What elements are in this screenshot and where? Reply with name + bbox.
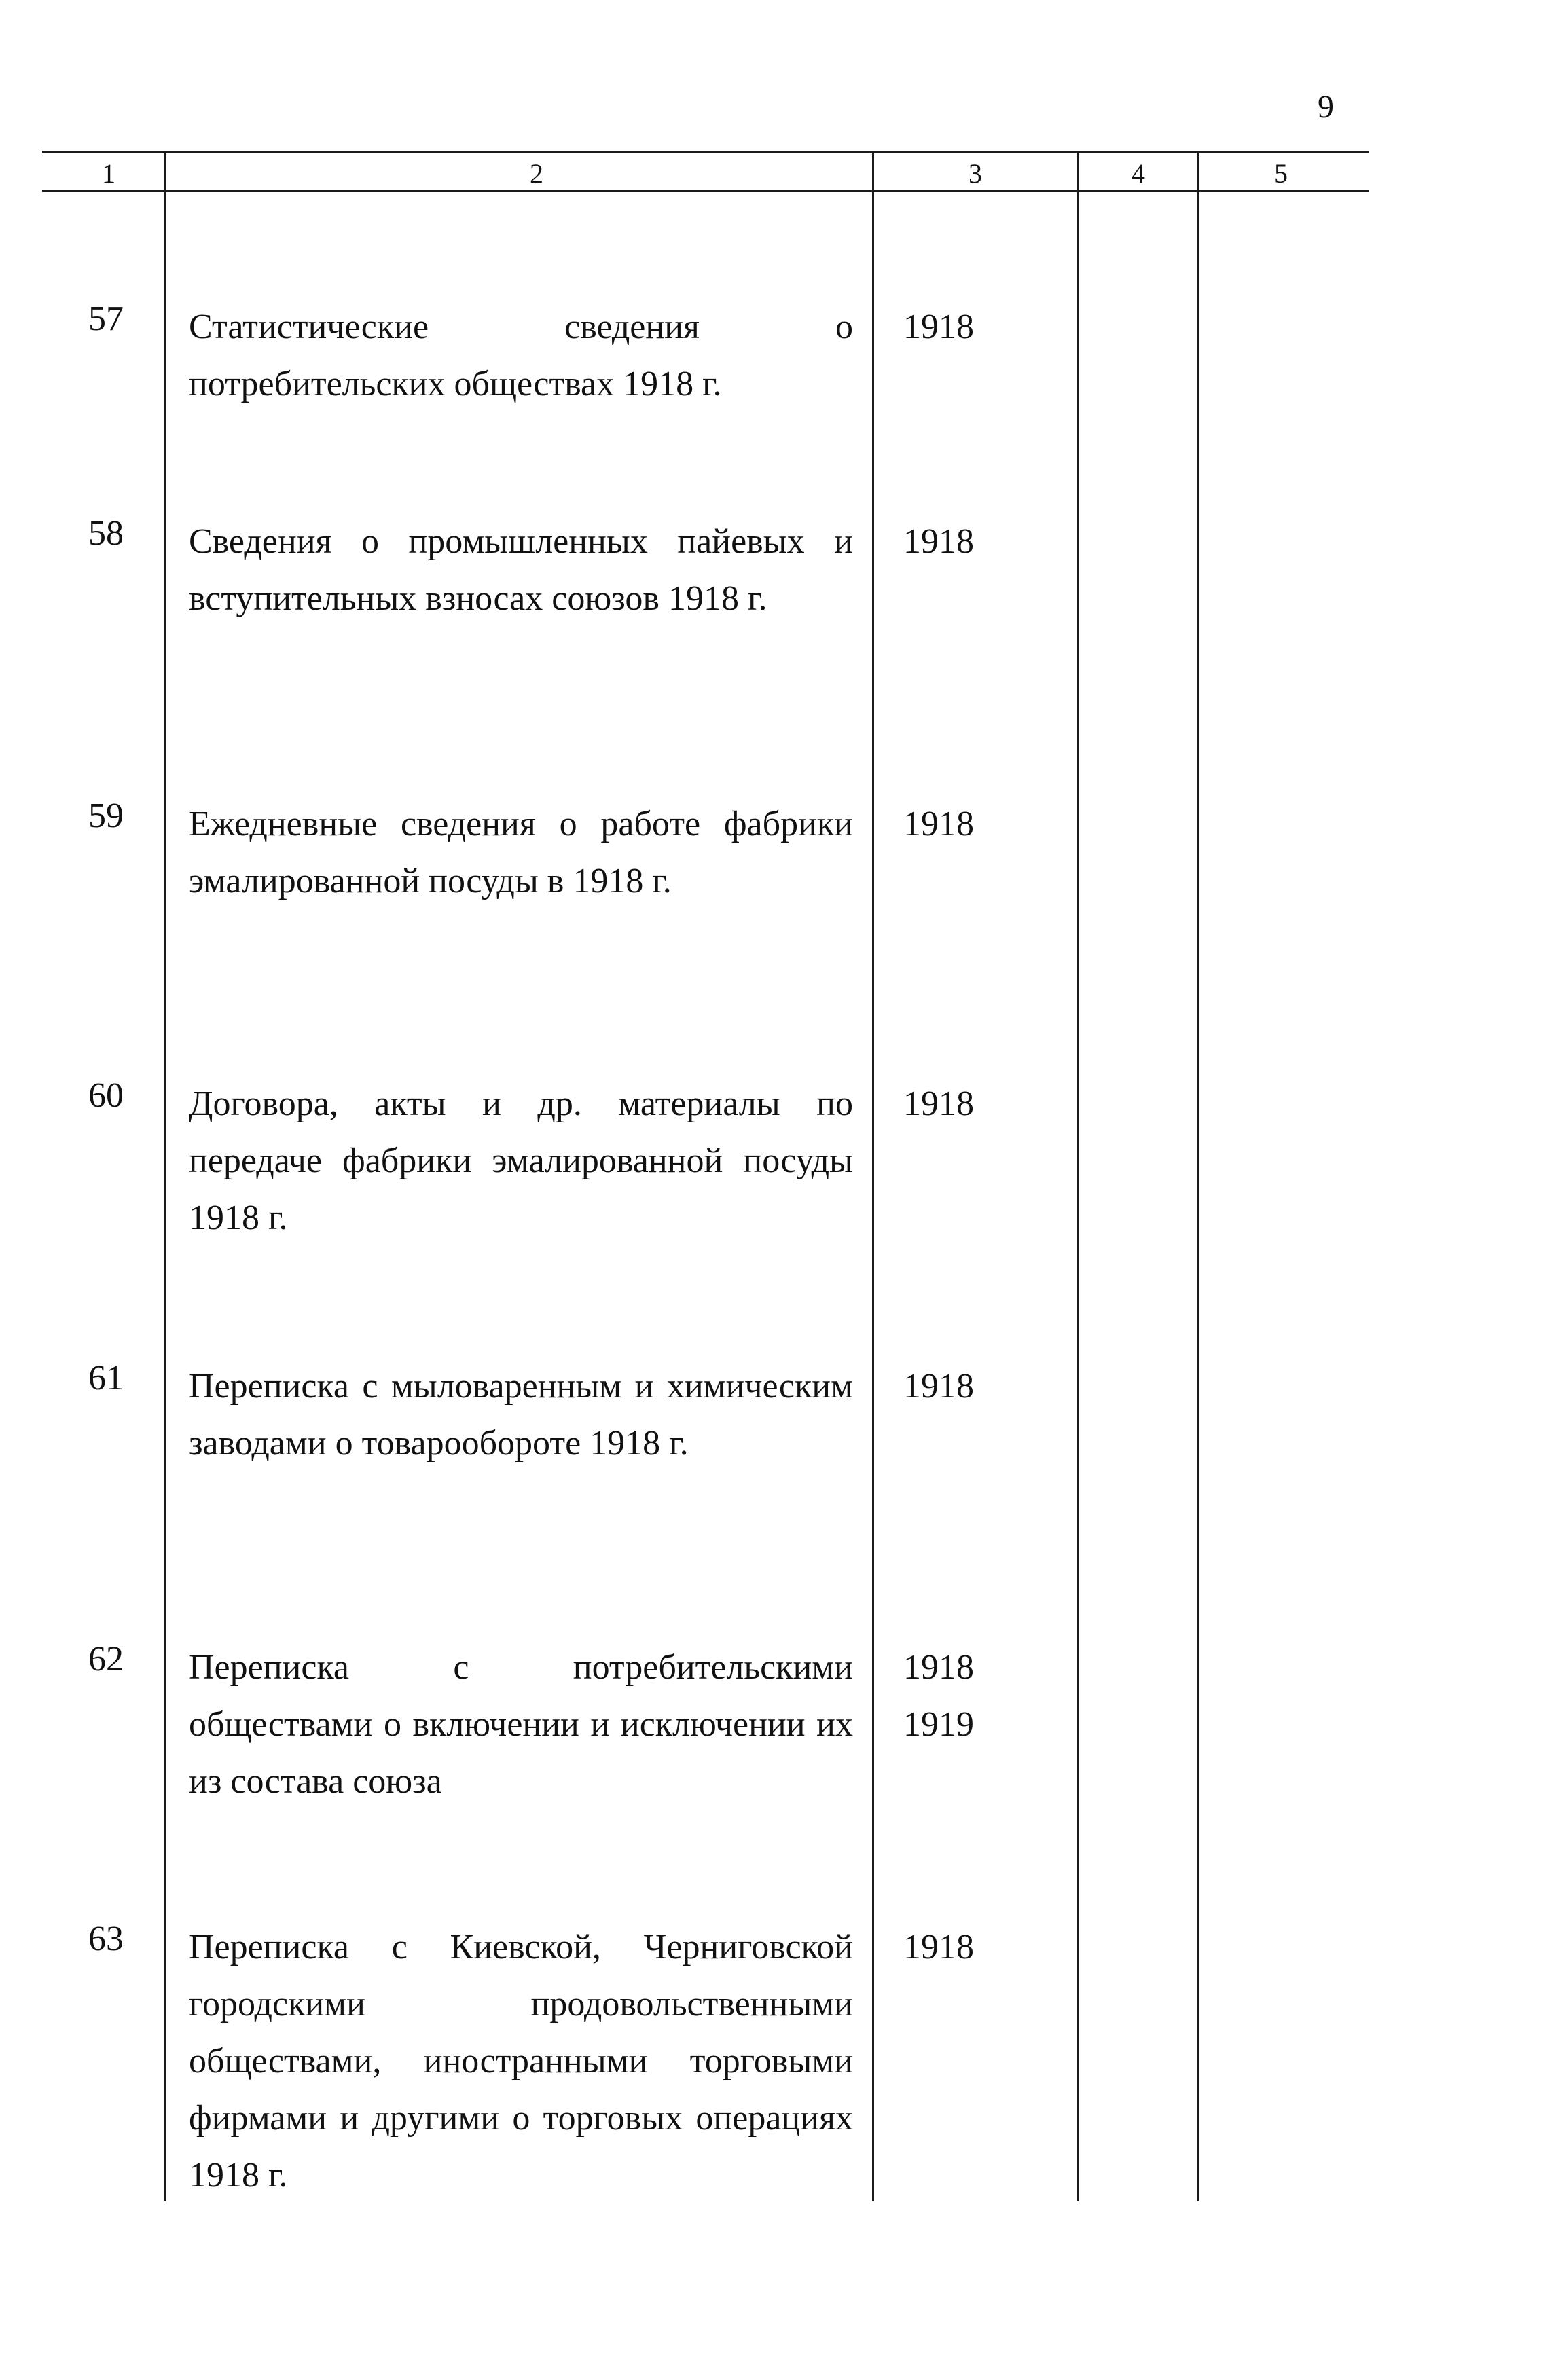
header-bottom-rule bbox=[42, 190, 1369, 192]
row-title: Ежедневные сведения о работе фабрики эмалированной посуды в 1918 г. bbox=[189, 805, 853, 900]
row-title: Переписка с Киевской, Черниговской городскими продовольственными обществами, иностранными торговыми фирмами и другими о торговых операциях 1918 г. bbox=[189, 1928, 853, 2195]
column-header-4: 4 bbox=[1132, 158, 1145, 189]
row-dates: 1918 bbox=[903, 1367, 974, 1406]
row-dates: 1918 bbox=[903, 522, 974, 561]
row-title: Договора, акты и др. материалы по передаче фабрики эмалированной посуды 1918 г. bbox=[189, 1084, 853, 1237]
row-title: Статистические сведения о потребительских обществах 1918 г. bbox=[189, 308, 853, 403]
column-divider-2 bbox=[872, 151, 874, 2201]
column-header-1: 1 bbox=[102, 158, 115, 189]
page-number: 9 bbox=[1318, 89, 1334, 125]
row-title: Сведения о промышленных пайевых и вступительных взносах союзов 1918 г. bbox=[189, 522, 853, 618]
row-number: 60 bbox=[88, 1076, 124, 1115]
row-dates: 1918 bbox=[903, 308, 974, 346]
column-header-3: 3 bbox=[969, 158, 982, 189]
row-number: 59 bbox=[88, 797, 124, 835]
row-dates: 1918 bbox=[903, 805, 974, 843]
row-dates: 1918 bbox=[903, 1928, 974, 1966]
row-title: Переписка с мыловаренным и химическим заводами о товарообороте 1918 г. bbox=[189, 1367, 853, 1463]
row-dates: 1918 1919 bbox=[903, 1648, 974, 1744]
column-divider-3 bbox=[1077, 151, 1079, 2201]
column-header-5: 5 bbox=[1274, 158, 1288, 189]
column-divider-4 bbox=[1197, 151, 1199, 2201]
row-number: 58 bbox=[88, 514, 124, 553]
column-divider-1 bbox=[164, 151, 166, 2201]
row-number: 62 bbox=[88, 1640, 124, 1679]
row-number: 61 bbox=[88, 1359, 124, 1397]
row-dates: 1918 bbox=[903, 1084, 974, 1123]
row-number: 63 bbox=[88, 1920, 124, 1958]
column-header-2: 2 bbox=[530, 158, 543, 189]
row-title: Переписка с потребительскими обществами о включении и исключении их из состава союза bbox=[189, 1648, 853, 1801]
row-number: 57 bbox=[88, 299, 124, 338]
header-top-rule bbox=[42, 151, 1369, 153]
